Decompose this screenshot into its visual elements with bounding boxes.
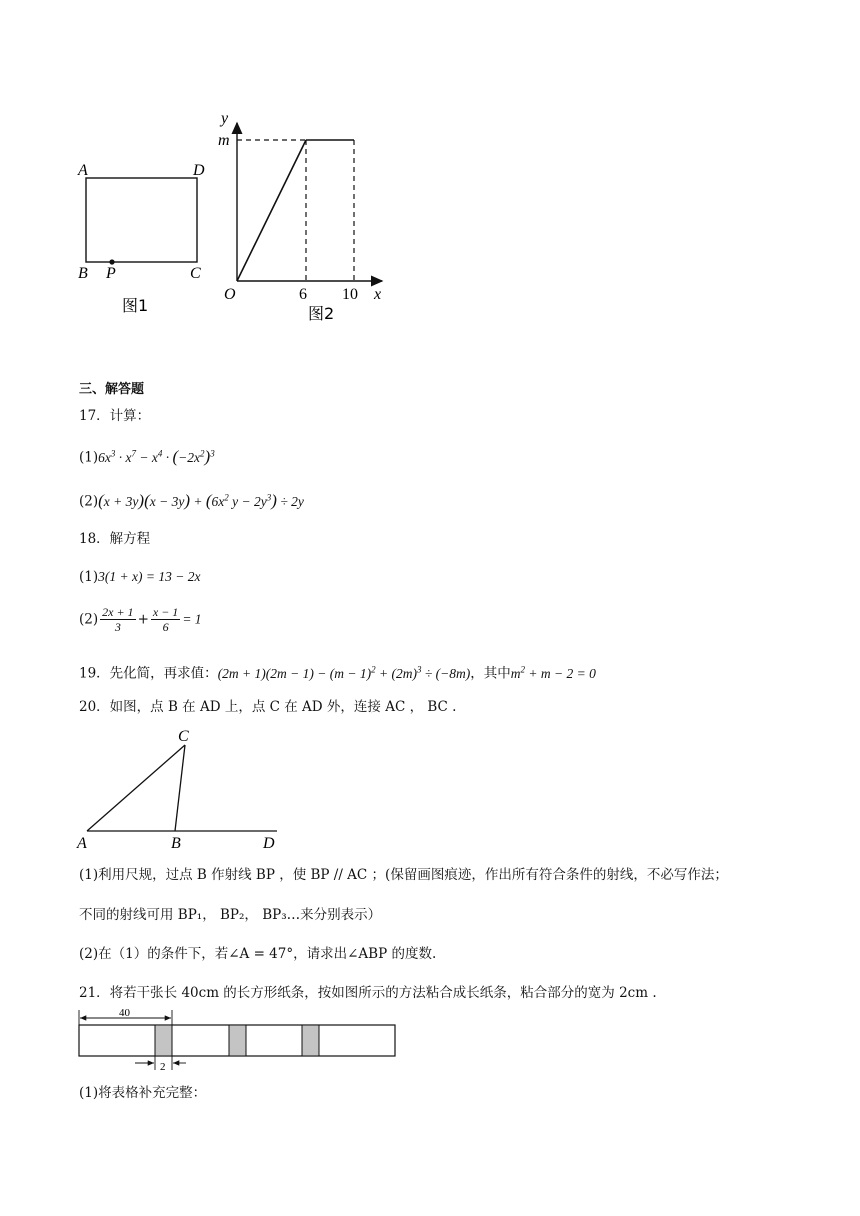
q20-label-b: B bbox=[171, 835, 181, 852]
figure-1-caption: 图1 bbox=[122, 296, 149, 315]
q20-label-a: A bbox=[77, 835, 87, 852]
q18-part2-tag: (2) bbox=[79, 611, 99, 628]
q18-frac2: $\frac{x - 1}{6}$ bbox=[152, 605, 179, 634]
q18-part2: (2) $\frac{2x + 1}{3}$ + $\frac{x - 1}{6}$ = 1 bbox=[79, 605, 202, 634]
q17-stem: 17．计算： bbox=[79, 408, 151, 424]
x-axis-label: x bbox=[374, 286, 382, 303]
graph-rising-segment bbox=[237, 140, 306, 281]
m-label: m bbox=[218, 132, 230, 149]
label-d: D bbox=[193, 162, 205, 179]
label-c: C bbox=[190, 265, 201, 282]
overlap-3 bbox=[302, 1025, 319, 1056]
label-p: P bbox=[106, 265, 116, 282]
q18-part1-tag: (1) bbox=[79, 569, 99, 585]
q20-stem: 20．如图，点 B 在 AD 上，点 C 在 AD 外，连接 AC ， BC . bbox=[79, 699, 457, 715]
tick-6-label: 6 bbox=[299, 286, 307, 303]
segment-ac bbox=[87, 745, 185, 831]
overlap-2 bbox=[229, 1025, 246, 1056]
q19: 19．先化简，再求值：$(2m + 1)(2m - 1) - (m - 1)^2 + (2m)^3 \div (-8m)$，其中$m^2 + m - 2 = 0$ bbox=[79, 664, 596, 682]
tick-10-label: 10 bbox=[342, 286, 358, 303]
y-axis-label: y bbox=[221, 110, 229, 127]
label-b: B bbox=[78, 265, 88, 282]
q17-part1: $(1)6x^3 \cdot x^7 - x^4 \cdot (-2x^2)^3$ bbox=[79, 446, 215, 466]
q20-part1-line2: 不同的射线可用 BP₁， BP₂， BP₃…来分别表示） bbox=[79, 907, 382, 923]
q21-part1: (1)将表格补充完整： bbox=[79, 1085, 207, 1101]
q18-part1 bbox=[79, 568, 200, 586]
length-label: 40 bbox=[119, 1007, 130, 1019]
q21-strip-figure bbox=[74, 1004, 404, 1074]
q20-part1-line1: (1)利用尺规，过点 B 作射线 BP ，使 BP // AC ；(保留画图痕迹，作出所有符合条件的射线，不必写作法； bbox=[79, 867, 728, 883]
q20-label-c: C bbox=[178, 728, 189, 745]
section-title: 三、解答题 bbox=[79, 382, 145, 397]
rectangle-abcd bbox=[86, 178, 197, 262]
q18-stem: 18．解方程 bbox=[79, 531, 151, 547]
overlap-1 bbox=[155, 1025, 172, 1056]
q17-part2-tag: (2) bbox=[79, 493, 99, 510]
q18-part1-expr: 3(1 + x) = 13 − 2x bbox=[98, 569, 201, 584]
q20-label-d: D bbox=[263, 835, 275, 852]
q19-stem: 19．先化简，再求值： bbox=[79, 665, 218, 682]
q17-part2: $(2)(x + 3y)(x - 3y) + (6x^2$ $y - 2y^3) \div 2y$ bbox=[79, 490, 304, 510]
point-p bbox=[109, 259, 114, 264]
segment-bc bbox=[175, 745, 185, 831]
q21-stem: 21．将若干张长 40cm 的长方形纸条，按如图所示的方法粘合成长纸条，粘合部分的宽为 2cm . bbox=[79, 985, 657, 1001]
figure-2-caption: 图2 bbox=[308, 304, 335, 323]
figure-2 bbox=[210, 105, 400, 327]
figure-1 bbox=[70, 155, 220, 320]
origin-label: O bbox=[224, 286, 236, 303]
q18-frac1: $\frac{2x + 1}{3}$ bbox=[102, 605, 134, 634]
overlap-label: 2 bbox=[160, 1061, 166, 1073]
label-a: A bbox=[78, 162, 88, 179]
q20-part2: (2)在（1）的条件下，若∠A = 47°，请求出∠ABP 的度数. bbox=[79, 946, 437, 962]
q17-part1-tag: (1) bbox=[79, 449, 99, 466]
q20-figure bbox=[74, 725, 294, 855]
